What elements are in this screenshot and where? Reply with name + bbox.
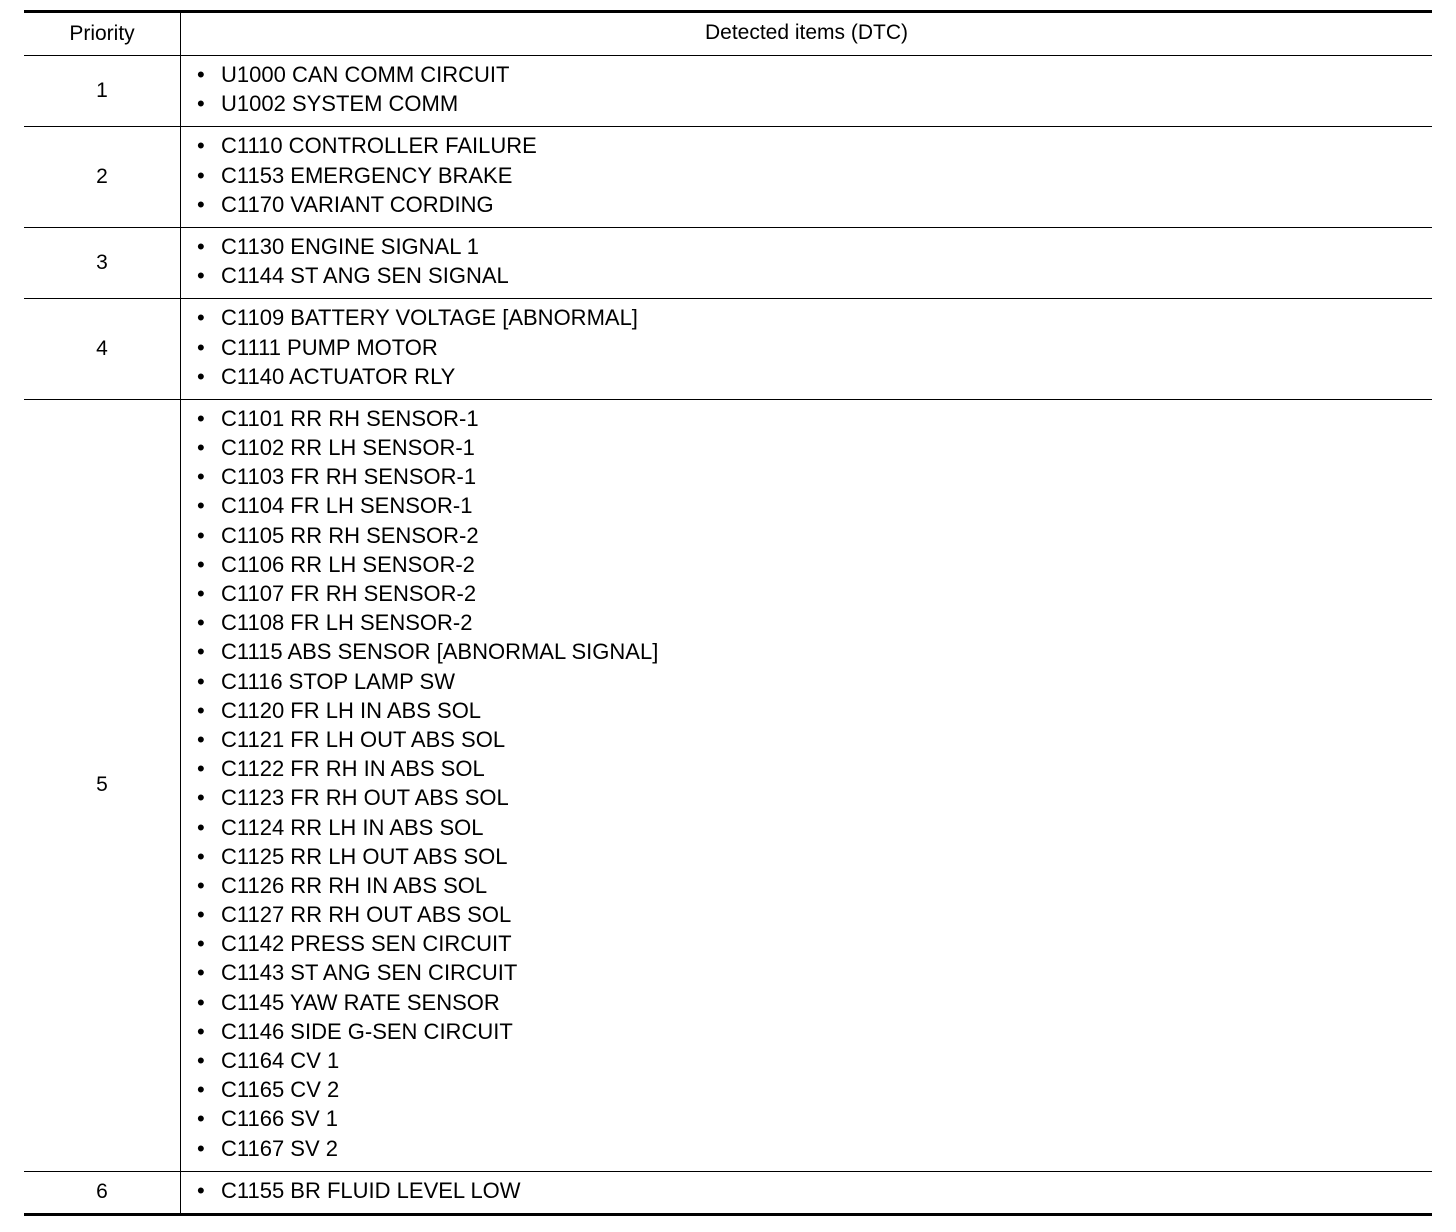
dtc-item-text: C1167 SV 2 [221,1135,339,1161]
detected-items-cell [181,56,1432,126]
list-item [181,783,1432,812]
list-item [181,579,1432,608]
bullet-icon: • [197,639,205,665]
bullet-icon: • [197,305,205,331]
dtc-item-text: C1104 FR LH SENSOR-1 [221,493,473,519]
list-item [181,871,1432,900]
priority-cell: 5 [24,400,181,1171]
list-item [181,608,1432,637]
table-row [24,228,1432,299]
dtc-item-text: C1155 BR FLUID LEVEL LOW [221,1177,521,1203]
bullet-icon: • [197,405,205,431]
detected-items-cell [181,400,1432,1171]
list-item [181,131,1432,160]
dtc-item-text: C1143 ST ANG SEN CIRCUIT [221,960,518,986]
list-item [181,1046,1432,1075]
table-row [24,1172,1432,1213]
dtc-item-text: C1107 FR RH SENSOR-2 [221,581,477,606]
list-item [181,462,1432,491]
table-row [24,400,1432,1172]
bullet-icon: • [197,1048,205,1073]
list-item [181,929,1432,958]
dtc-item-text: C1106 RR LH SENSOR-2 [221,551,475,577]
list-item [181,754,1432,783]
list-item [181,1104,1432,1133]
bullet-icon: • [197,1018,205,1044]
list-item [181,433,1432,462]
list-item [181,842,1432,871]
table-body [24,56,1432,1213]
bullet-icon: • [197,91,205,117]
list-item [181,988,1432,1017]
dtc-list [181,228,1432,298]
dtc-list [181,299,1432,399]
dtc-priority-table [24,10,1432,1216]
dtc-item-text: C1126 RR RH IN ABS SOL [221,872,488,898]
dtc-item-text: C1111 PUMP MOTOR [221,334,438,360]
dtc-item-text: C1124 RR LH IN ABS SOL [221,814,484,840]
list-item [181,404,1432,433]
bullet-icon: • [197,522,205,548]
dtc-item-text: C1142 PRESS SEN CIRCUIT [221,931,512,957]
dtc-item-text: C1146 SIDE G-SEN CIRCUIT [221,1018,513,1044]
bullet-icon: • [197,726,205,752]
priority-cell: 6 [24,1172,181,1213]
list-item [181,232,1432,261]
dtc-item-text: C1130 ENGINE SIGNAL 1 [221,233,479,259]
list-item [181,161,1432,190]
dtc-list [181,1172,1432,1213]
dtc-item-text: C1125 RR LH OUT ABS SOL [221,843,508,869]
bullet-icon: • [197,872,205,898]
bullet-icon: • [197,464,205,490]
list-item [181,60,1432,89]
list-item [181,1075,1432,1104]
table-row [24,299,1432,400]
priority-cell: 2 [24,127,181,227]
priority-column-header: Priority [24,13,181,55]
dtc-item-text: C1108 FR LH SENSOR-2 [221,610,473,636]
dtc-item-text: C1122 FR RH IN ABS SOL [221,756,485,782]
detected-items-cell [181,299,1432,399]
list-item [181,261,1432,290]
list-item [181,491,1432,520]
priority-cell: 3 [24,228,181,298]
dtc-list [181,400,1432,1171]
list-item [181,900,1432,929]
list-item [181,958,1432,987]
bullet-icon: • [197,756,205,782]
list-item [181,1176,1432,1205]
list-item [181,1134,1432,1163]
dtc-item-text: C1123 FR RH OUT ABS SOL [221,785,509,811]
bullet-icon: • [197,581,205,606]
dtc-item-text: C1164 CV 1 [221,1048,340,1073]
bullet-icon: • [197,610,205,636]
dtc-item-text: C1153 EMERGENCY BRAKE [221,162,513,188]
bullet-icon: • [197,931,205,957]
dtc-item-text: C1116 STOP LAMP SW [221,668,455,694]
bullet-icon: • [197,814,205,840]
list-item [181,89,1432,118]
dtc-item-text: C1127 RR RH OUT ABS SOL [221,902,512,928]
bullet-icon: • [197,989,205,1015]
list-item [181,696,1432,725]
bullet-icon: • [197,1106,205,1132]
list-item [181,550,1432,579]
list-item [181,725,1432,754]
dtc-item-text: C1120 FR LH IN ABS SOL [221,697,482,723]
list-item [181,303,1432,332]
bullet-icon: • [197,785,205,811]
dtc-item-text: C1102 RR LH SENSOR-1 [221,435,475,461]
dtc-item-text: C1103 FR RH SENSOR-1 [221,464,477,490]
list-item [181,521,1432,550]
bullet-icon: • [197,191,205,217]
bullet-icon: • [197,843,205,869]
detected-items-cell [181,127,1432,227]
dtc-item-text: C1170 VARIANT CORDING [221,191,494,217]
list-item [181,813,1432,842]
dtc-item-text: C1121 FR LH OUT ABS SOL [221,726,506,752]
dtc-item-text: C1110 CONTROLLER FAILURE [221,133,537,159]
dtc-item-text: U1002 SYSTEM COMM [221,91,459,117]
list-item [181,333,1432,362]
dtc-item-text: C1144 ST ANG SEN SIGNAL [221,263,509,289]
table-header-row [24,13,1432,56]
dtc-item-text: C1165 CV 2 [221,1077,340,1103]
bullet-icon: • [197,162,205,188]
bullet-icon: • [197,263,205,289]
bullet-icon: • [197,62,205,87]
dtc-list [181,127,1432,227]
bullet-icon: • [197,493,205,519]
bullet-icon: • [197,435,205,461]
bullet-icon: • [197,697,205,723]
priority-cell: 4 [24,299,181,399]
dtc-item-text: C1140 ACTUATOR RLY [221,363,456,389]
bullet-icon: • [197,551,205,577]
bullet-icon: • [197,334,205,360]
bullet-icon: • [197,1077,205,1103]
list-item [181,667,1432,696]
dtc-item-text: C1166 SV 1 [221,1106,339,1132]
bullet-icon: • [197,1177,205,1203]
detected-items-cell [181,1172,1432,1213]
table-row [24,56,1432,127]
list-item [181,190,1432,219]
bullet-icon: • [197,363,205,389]
priority-cell: 1 [24,56,181,126]
dtc-item-text: U1000 CAN COMM CIRCUIT [221,62,510,87]
dtc-item-text: C1145 YAW RATE SENSOR [221,989,500,1015]
bullet-icon: • [197,960,205,986]
bullet-icon: • [197,668,205,694]
bullet-icon: • [197,233,205,259]
bullet-icon: • [197,1135,205,1161]
dtc-item-text: C1105 RR RH SENSOR-2 [221,522,479,548]
dtc-item-text: C1101 RR RH SENSOR-1 [221,405,479,431]
detected-items-cell [181,228,1432,298]
list-item [181,1017,1432,1046]
list-item [181,362,1432,391]
list-item [181,637,1432,666]
dtc-item-text: C1109 BATTERY VOLTAGE [ABNORMAL] [221,305,638,331]
dtc-list [181,56,1432,126]
bullet-icon: • [197,902,205,928]
dtc-item-text: C1115 ABS SENSOR [ABNORMAL SIGNAL] [221,639,659,665]
table-row [24,127,1432,228]
detected-items-column-header: Detected items (DTC) [704,21,909,44]
bullet-icon: • [197,133,205,159]
